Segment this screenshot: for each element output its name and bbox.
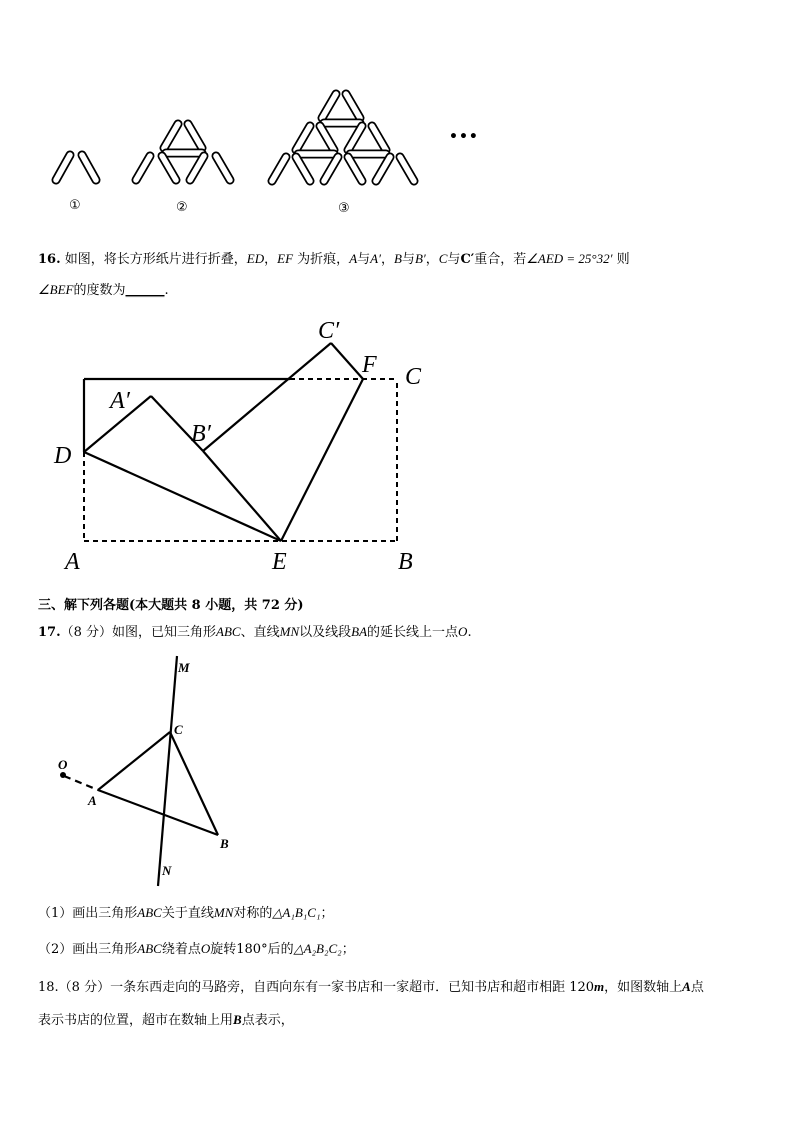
q17-part-2: （2）画出三角形ABC绕着点O旋转180°后的△A₂B₂C₂； [38, 941, 355, 957]
pattern-3 [272, 94, 414, 181]
label-e: E [272, 549, 287, 575]
label-f: F [362, 352, 377, 378]
pattern-1-label: ① [69, 198, 81, 213]
q17-part-1: （1）画出三角形ABC关于直线MN对称的△A₁B₁C₁； [38, 905, 334, 921]
q17-line-1: 17.（8 分）如图，已知三角形ABC、直线MN以及线段BA的延长线上一点O. [38, 624, 472, 640]
label-a: A [88, 793, 97, 808]
pattern-2-label: ② [176, 200, 188, 215]
label-d: D [54, 443, 72, 469]
q16-angle-expr: ∠AED = 25°32′ [526, 251, 613, 266]
folded-paper-solid [84, 343, 363, 541]
label-m: M [178, 660, 190, 675]
q16-number: 16. [38, 252, 61, 267]
label-c: C [405, 364, 422, 390]
pattern-2 [136, 124, 230, 180]
label-b: B [398, 549, 413, 575]
line-mn [158, 656, 177, 886]
q18-line-2: 表示书店的位置，超市在数轴上用B点表示， [38, 1012, 294, 1028]
q16-line-2: ∠BEF的度数为______. [38, 282, 169, 298]
q17-number: 17. [38, 625, 61, 640]
side-ac [98, 732, 170, 790]
label-a-prime: A′ [110, 388, 130, 414]
label-c-prime: C′ [318, 318, 340, 344]
section-3-heading: 三、解下列各题(本大题共 8 小题，共 72 分) [38, 598, 304, 613]
label-o: O [58, 757, 68, 772]
label-c: C [174, 722, 183, 737]
q18-line-1: 18.（8 分）一条东西走向的马路旁，自西向东有一家书店和一家超市．已知书店和超市相距 120m，如图数轴上A点 [38, 979, 704, 995]
label-b-prime: B′ [191, 421, 211, 447]
label-a: A [65, 549, 80, 575]
q16-line-1: 16. 如图，将长方形纸片进行折叠，ED，EF 为折痕，A与A′，B与B′，C与C′重合，若∠AED = 25°32′ 则 [38, 251, 630, 267]
ellipsis: ••• [449, 129, 479, 145]
answer-blank: ______ [125, 283, 165, 298]
q16-fold-figure [40, 310, 440, 585]
figure-lines [64, 656, 218, 886]
ba-extension-dashed [64, 776, 98, 790]
q17-triangle-figure [40, 650, 260, 895]
point-o [60, 772, 66, 778]
label-b: B [220, 836, 229, 851]
pattern-3-label: ③ [338, 201, 350, 216]
pattern-1 [56, 155, 96, 180]
label-n: N [162, 863, 172, 878]
matchstick-pattern-figure [40, 80, 490, 230]
